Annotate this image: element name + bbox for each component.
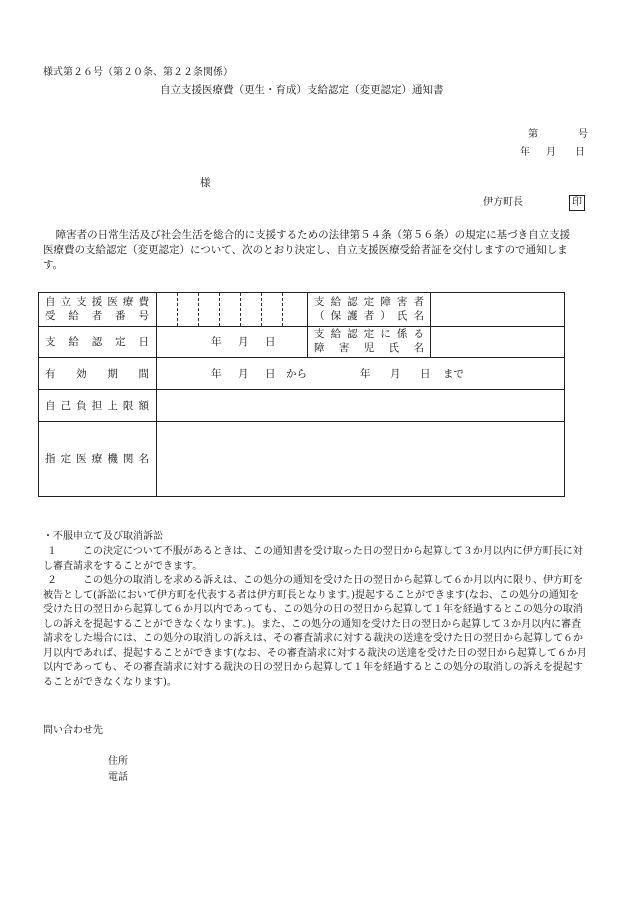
certification-date-label	[45, 335, 149, 349]
row-divider	[39, 326, 564, 327]
certified-person-label	[314, 295, 424, 323]
period-from-kara: から	[286, 368, 307, 380]
cert-date-month: 月	[238, 336, 249, 348]
valid-period-label-text: 有効期間	[45, 368, 149, 380]
issue-number-go: 号	[578, 129, 588, 140]
certified-child-label-line1: 支給認定に係る	[314, 328, 424, 340]
digit-box-divider	[219, 293, 220, 326]
document-title: 自立支援医療費（更生・育成）支給認定（変更認定）通知書	[160, 84, 444, 96]
contact-phone-label: 電話	[108, 772, 128, 783]
row-divider	[39, 357, 564, 358]
issue-number-dai: 第	[528, 129, 538, 140]
issue-date-year: 年	[520, 147, 530, 158]
certification-date-label-text: 支給認定日	[45, 336, 149, 348]
column-divider	[430, 293, 431, 357]
appeal-heading: ・不服申立て及び取消訴訟	[43, 531, 163, 542]
appeal-item-2-text: この処分の取消しを求める訴えは、この処分の通知を受けた日の翌日から起算して６か月以内に限り、伊方町を被告として(訴訟において伊方町を代表する者は伊方町長となります。)提起することができます(なお、この処分の通知を受けた日の翌日から起算して６か月以内であっても、この処分の日の翌日から起算して１年を経過するとこの処分の取消しの訴えを提起することができなくなります。)。また、この処分の通知を受けた日の翌日から起算して３か月以内に審査請求をした場合には、この処分の取消しの訴えは、その審査請求に対する裁決の送達を受けた日の翌日から起算して６か月以内であれば、提起することができます(なお、その審査請求に対する裁決の送達を受けた日の翌日から起算して６か月以内であっても、その審査請求に対する裁決の日の翌日から起算して１年を経過するとこの処分の取消しの訴えを提起することができなくなります)。	[43, 575, 587, 688]
issue-date-day: 日	[575, 147, 585, 158]
certified-person-label-line2: （保護者）氏名	[314, 310, 424, 322]
row-divider	[39, 389, 564, 390]
digit-box-divider	[177, 293, 178, 326]
digit-box-divider	[282, 293, 283, 326]
digit-box-divider	[240, 293, 241, 326]
appeal-item-2-number: ２	[47, 575, 57, 586]
digit-box-divider	[261, 293, 262, 326]
medical-institution-label-text: 指定医療機関名	[45, 453, 149, 465]
recipient-number-label-line2: 受給者番号	[45, 310, 149, 322]
copay-limit-label-text: 自己負担上限額	[45, 400, 149, 412]
recipient-sama: 様	[200, 177, 211, 189]
period-to-year: 年	[360, 368, 371, 380]
period-to-made: まで	[443, 368, 464, 380]
column-divider	[156, 293, 157, 496]
appeal-item-1-number: １	[47, 546, 57, 557]
contact-heading: 問い合わせ先	[43, 725, 103, 736]
period-from-year: 年	[211, 368, 222, 380]
contact-address-label: 住所	[108, 756, 128, 767]
digit-box-divider	[198, 293, 199, 326]
valid-period-label	[45, 367, 149, 381]
recipient-number-label-line1: 自立支援医療費	[45, 296, 149, 308]
column-divider	[307, 293, 308, 357]
period-from-month: 月	[238, 368, 249, 380]
medical-institution-label	[45, 452, 149, 466]
appeal-item-2	[43, 574, 588, 706]
period-to-month: 月	[390, 368, 401, 380]
certification-table	[38, 292, 565, 497]
certified-child-label	[314, 327, 424, 355]
certified-child-label-line2: 障害児氏名	[314, 342, 424, 354]
recipient-number-label	[45, 295, 149, 323]
row-divider	[39, 421, 564, 422]
certified-person-label-line1: 支給認定障害者	[314, 296, 424, 308]
appeal-item-1	[43, 545, 588, 575]
seal-stamp: 印	[569, 195, 585, 211]
appeal-item-1-text: この決定について不服があるときは、この通知書を受け取った日の翌日から起算して３か月以内に伊方町長に対し審査請求をすることができます。	[43, 546, 583, 572]
copay-limit-label	[45, 399, 149, 413]
period-to-day: 日	[420, 368, 431, 380]
form-number: 様式第２６号（第２０条、第２２条関係）	[43, 67, 233, 78]
cert-date-day: 日	[265, 336, 276, 348]
issuer-name: 伊方町長	[483, 197, 523, 208]
body-paragraph: 障害者の日常生活及び社会生活を総合的に支援するための法律第５４条（第５６条）の規定に基づき自立支援医療費の支給認定（変更認定）について、次のとおり決定し、自立支援医療受給者証を交付しますので通知します。	[43, 229, 571, 271]
cert-date-year: 年	[211, 336, 222, 348]
period-from-day: 日	[265, 368, 276, 380]
issue-date-month: 月	[546, 147, 556, 158]
